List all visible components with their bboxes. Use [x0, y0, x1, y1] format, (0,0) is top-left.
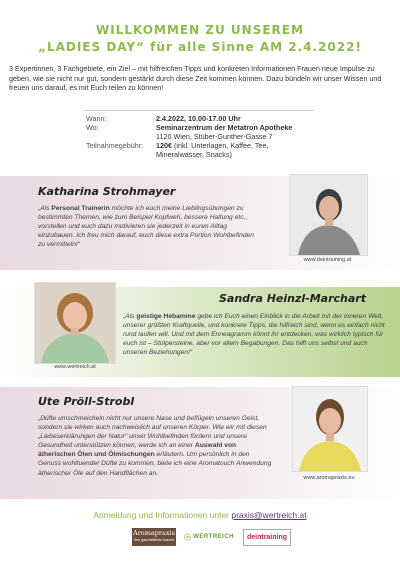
quote-text: „Als	[38, 205, 52, 212]
quote-text: möchte ich euch meine Lieblingsübungen zu bestimmten Themen, wie zum Beispiel Kopfweh, bessere Haltung etc., vorstellen und euch dazu motivieren sie jederzeit in euren Alltag einzubauen. Ich freu mich darauf, euch diese extra Portion Wohlbefinden zu vermitteln!“	[38, 205, 254, 249]
intro-text: 3 Expertinnen, 3 Fachgebiete, ein Ziel – mit hilfreichen Tipps und konkreten Informationen Frauen neue Impulse zu geben, wie sie nicht nur gut, sondern gestärkt durch diese Zeit kommen können. Dazu bündeln wir unser Wissen und freuen uns darauf, es mit Euch teilen zu können!	[9, 64, 382, 93]
quote-text: „Düfte umschmeicheln nicht nur unsere Nase und beflügeln unseren Geist, sondern sie wirken auch nachweislich auf unseren Körper. Wie wir mit diesen „Liebeserklärungen der Natur“ unser Wohlbefinden fördern und unsere Gesundheit unterstützen können, werde ich an einer	[38, 415, 267, 450]
quote-text: „Als	[123, 313, 137, 320]
fee-note: (inkl. Unterlagen, Kaffee, Tee,	[174, 141, 269, 150]
quote-highlight: Personal Trainerin	[51, 205, 110, 212]
portrait-image	[293, 387, 367, 471]
expert-1-website[interactable]: www.deintraining.at	[303, 257, 352, 263]
fee-note-2: Mineralwasser, Snacks)	[156, 150, 232, 159]
expert-3-photo	[292, 386, 368, 472]
where-label: Wo:	[86, 123, 99, 132]
fee-label: Teilnahmegebühr:	[86, 141, 144, 150]
expert-3-quote	[38, 414, 273, 478]
wertreich-logo-text: WERTREICH	[193, 534, 234, 540]
footer-text: Anmeldung und Informationen unter	[93, 510, 232, 520]
wertreich-emblem-icon	[184, 530, 191, 544]
header-line-2: „LADIES DAY“ für alle Sinne AM 2.4.2022!	[38, 40, 362, 54]
expert-1-name: Katharina Strohmayer	[38, 185, 176, 198]
fee-value: 120€	[156, 141, 172, 150]
expert-2-name: Sandra Heinzl-Marchart	[219, 292, 366, 305]
deintraining-logo-text: deintraining	[246, 534, 288, 541]
wertreich-logo	[184, 529, 234, 545]
event-info	[84, 110, 314, 181]
quote-highlight: geistige Hebamme	[136, 313, 196, 320]
portrait-image	[35, 283, 115, 363]
footer-email-link[interactable]: praxis@wertreich.at	[231, 510, 307, 520]
aromapraxis-logo-text: Aromapraxis	[133, 529, 175, 537]
portrait-image	[290, 175, 367, 255]
expert-2-website[interactable]: www.wertreich.at	[54, 364, 96, 370]
quote-highlight: Auswahl von ätherischen Ölen und Ölmischungen	[38, 442, 237, 459]
where-value: Seminarzentrum der Metatron Apotheke	[156, 123, 293, 132]
expert-2-photo	[34, 282, 116, 364]
expert-2-quote	[123, 312, 385, 357]
when-value: 2.4.2022, 10.00-17.00 Uhr	[156, 114, 241, 123]
header-line-1: WILLKOMMEN ZU UNSEREM	[96, 23, 304, 37]
when-label: Wann:	[86, 114, 107, 123]
aromapraxis-logo	[132, 528, 176, 546]
quote-text: erläutern. Um persönlich in den Genuss wohltuender Düfte zu kommen, biete ich eine Aromatouch Anwendung ätherischer Öle auf den Handflächen an.	[38, 451, 272, 477]
footer-registration	[0, 510, 400, 520]
expert-3-name: Ute Pröll-Strobl	[38, 395, 135, 408]
expert-1-quote	[38, 204, 260, 249]
expert-1-photo	[289, 174, 368, 256]
where-address: 1120 Wien, Stüber-Gunther-Gasse 7	[156, 132, 273, 141]
fee-line	[156, 141, 268, 150]
deintraining-logo	[243, 529, 291, 546]
expert-3-website[interactable]: www.aromapraxis.eu	[303, 475, 355, 481]
quote-text: gebe ich Euch einen Einblick in die Arbeit mit der inneren Welt, unserer größten Kraftquelle, und konkrete Tipps, die hilfreich sind, wenn es einfach nicht rund laufen will. Und mit dem Enneagramm könnt ihr entdecken, was wirklich typisch für euch ist – Stolpersteine, aber vor allem Begabungen. Das hilft uns selbst und auch unseren Beziehungen!“	[123, 313, 385, 357]
aromapraxis-logo-sub: Ihre ganzheitliche Auszeit	[134, 538, 174, 542]
